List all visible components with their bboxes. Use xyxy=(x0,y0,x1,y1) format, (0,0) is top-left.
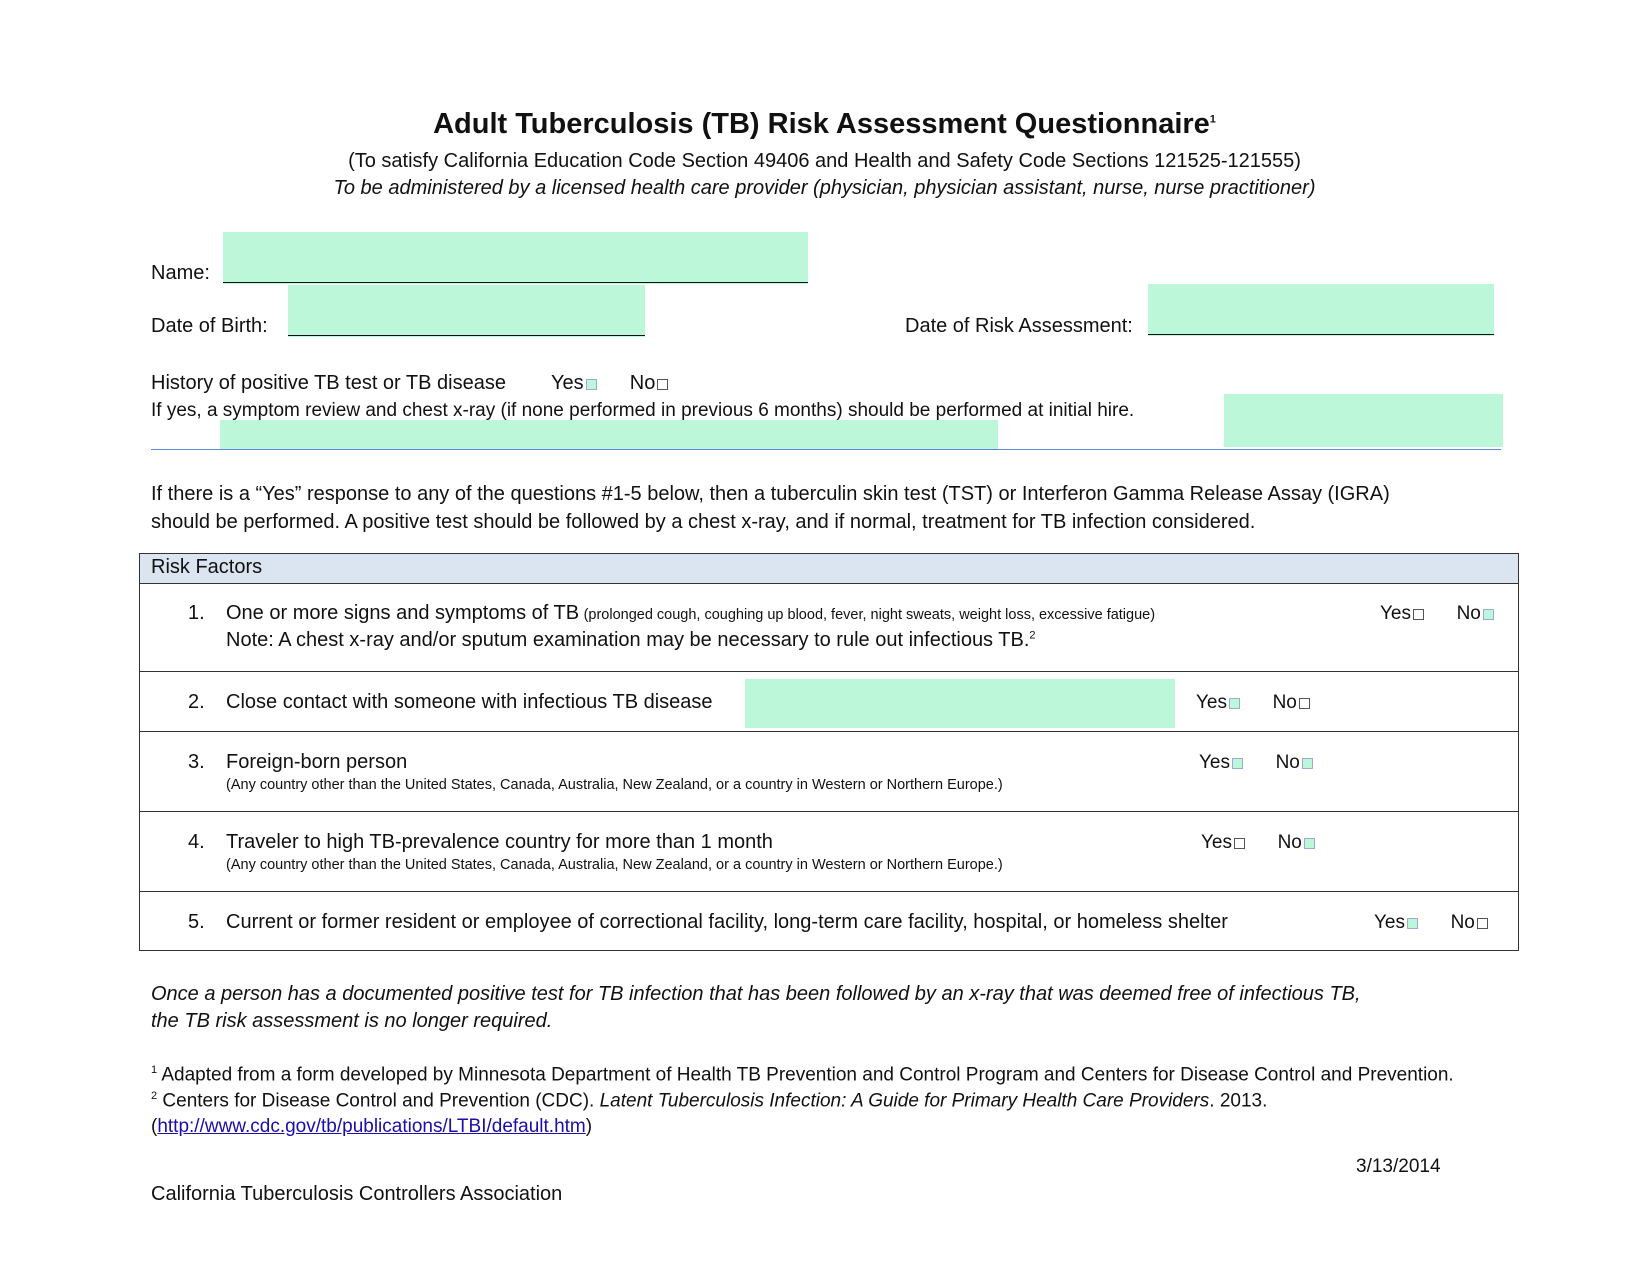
organization-name: California Tuberculosis Controllers Association xyxy=(151,1183,563,1205)
history-no-label: No xyxy=(629,372,656,394)
risk-item-3-number: 3. xyxy=(188,751,205,773)
risk-item-3-detail: (Any country other than the United States, Canada, Australia, New Zealand, or a country in Western or Northern Europe.) xyxy=(226,777,1003,793)
risk-item-3-yes-no xyxy=(1199,752,1313,774)
dob-label: Date of Birth: xyxy=(151,315,268,337)
risk-item-5-yes-checkbox[interactable] xyxy=(1407,918,1418,929)
footnote-2-text-a: Centers for Disease Control and Prevention (CDC). xyxy=(162,1090,595,1112)
risk-item-5-no-checkbox[interactable] xyxy=(1477,918,1488,929)
risk-item-5-text: Current or former resident or employee of correctional facility, long-term care facility, hospital, or homeless shelter xyxy=(226,911,1228,933)
risk-item-3-no-checkbox[interactable] xyxy=(1302,758,1313,769)
risk-item-3-text: Foreign-born person xyxy=(226,751,408,773)
assessment-date-label: Date of Risk Assessment: xyxy=(905,315,1133,337)
footnote-2-link-line xyxy=(151,1116,592,1138)
name-underline xyxy=(223,282,808,283)
risk-item-3-yes-checkbox[interactable] xyxy=(1232,758,1243,769)
history-divider xyxy=(151,449,1501,450)
page-subtitle: (To satisfy California Education Code Section 49406 and Health and Safety Code Sections 121525-121555) xyxy=(348,150,1301,172)
risk-item-1-text: One or more signs and symptoms of TB xyxy=(226,602,580,624)
risk-item-2-yes-no xyxy=(1196,692,1310,714)
risk-item-1-detail: (prolonged cough, coughing up blood, fever, night sweats, weight loss, excessive fatigue) xyxy=(583,607,1156,623)
risk-item-2-text: Close contact with someone with infectious TB disease xyxy=(226,691,713,713)
page-title xyxy=(0,108,1649,141)
risk-item-1-yes-checkbox[interactable] xyxy=(1413,609,1424,620)
risk-item-5-yes-label: Yes xyxy=(1374,912,1405,933)
risk-item-1-no-label: No xyxy=(1456,603,1481,624)
footnote-2 xyxy=(151,1090,1267,1112)
risk-item-4-number: 4. xyxy=(188,831,205,853)
history-detail-input[interactable] xyxy=(220,420,998,449)
risk-item-5-yes-no xyxy=(1374,912,1488,934)
risk-item-1-yes-no xyxy=(1380,603,1494,625)
risk-item-1-number: 1. xyxy=(188,602,205,624)
dob-input[interactable] xyxy=(288,285,645,337)
risk-item-1-yes-label: Yes xyxy=(1380,603,1411,624)
risk-item-2-no-checkbox[interactable] xyxy=(1299,698,1310,709)
guidance-line-1: If there is a “Yes” response to any of the questions #1-5 below, then a tuberculin skin test (TST) or Interferon Gamma Release Assay (IGRA) xyxy=(151,483,1390,505)
history-no-checkbox[interactable] xyxy=(657,379,668,390)
risk-table-header xyxy=(140,554,1518,584)
closing-note-line-2: the TB risk assessment is no longer required. xyxy=(151,1010,553,1032)
link-close-paren: ) xyxy=(585,1116,593,1137)
risk-item-4-yes-label: Yes xyxy=(1201,832,1232,853)
footnote-2-mark: 2 xyxy=(151,1090,158,1102)
risk-item-2-no-label: No xyxy=(1272,692,1297,713)
risk-item-4-text: Traveler to high TB-prevalence country for more than 1 month xyxy=(226,831,773,853)
footnote-1 xyxy=(151,1064,1454,1086)
footnote-2-text-b: . 2013. xyxy=(1209,1090,1268,1112)
risk-item-2-number: 2. xyxy=(188,691,205,713)
risk-item-3-yes-label: Yes xyxy=(1199,752,1230,773)
risk-item-4-yes-no xyxy=(1201,832,1315,854)
title-text: Adult Tuberculosis (TB) Risk Assessment Questionnaire xyxy=(433,108,1210,140)
history-yes-checkbox[interactable] xyxy=(586,379,597,390)
risk-item-1-note xyxy=(226,629,1036,652)
history-question: History of positive TB test or TB disease xyxy=(151,372,506,394)
administration-note: To be administered by a licensed health care provider (physician, physician assistant, nurse, nurse practitioner) xyxy=(333,177,1316,199)
closing-note-line-1: Once a person has a documented positive test for TB infection that has been followed by an x-ray that was deemed free of infectious TB, xyxy=(151,983,1361,1005)
risk-item-3-no-label: No xyxy=(1275,752,1300,773)
history-yes-label: Yes xyxy=(551,372,584,394)
footnote-1-mark: 1 xyxy=(151,1064,158,1076)
risk-item-5-no-label: No xyxy=(1450,912,1475,933)
risk-item-4-no-label: No xyxy=(1277,832,1302,853)
risk-table-header-label: Risk Factors xyxy=(151,556,263,578)
risk-item-4-detail: (Any country other than the United States, Canada, Australia, New Zealand, or a country in Western or Northern Europe.) xyxy=(226,857,1003,873)
risk-item-1-footnote-mark: 2 xyxy=(1029,629,1036,642)
footnote-2-title: Latent Tuberculosis Infection: A Guide for Primary Health Care Providers xyxy=(599,1090,1210,1112)
cdc-guide-link[interactable]: http://www.cdc.gov/tb/publications/LTBI/default.htm xyxy=(157,1116,586,1137)
guidance-line-2: should be performed. A positive test should be followed by a chest x-ray, and if normal, treatment for TB infection considered. xyxy=(151,511,1256,533)
footnote-1-text: Adapted from a form developed by Minnesota Department of Health TB Prevention and Control Program and Centers for Disease Control and Prevention. xyxy=(161,1064,1454,1086)
title-footnote-mark: 1 xyxy=(1209,113,1216,126)
risk-item-1-question xyxy=(226,602,1155,625)
assessment-date-input[interactable] xyxy=(1148,284,1494,336)
risk-item-5-number: 5. xyxy=(188,911,205,933)
assessment-date-underline xyxy=(1148,334,1494,335)
dob-underline xyxy=(288,335,645,336)
link-open-paren: ( xyxy=(151,1116,158,1137)
name-label: Name: xyxy=(151,262,210,284)
history-instruction: If yes, a symptom review and chest x-ray (if none performed in previous 6 months) should be performed at initial hire. xyxy=(151,400,1135,421)
history-date-input[interactable] xyxy=(1224,394,1503,447)
risk-item-4-yes-checkbox[interactable] xyxy=(1234,838,1245,849)
revision-date: 3/13/2014 xyxy=(1356,1156,1441,1177)
risk-item-2-input[interactable] xyxy=(745,679,1175,728)
risk-item-2-yes-label: Yes xyxy=(1196,692,1227,713)
risk-item-1-note-text: Note: A chest x-ray and/or sputum examination may be necessary to rule out infectious TB. xyxy=(226,629,1030,651)
history-yes-no xyxy=(551,372,668,395)
risk-item-1-no-checkbox[interactable] xyxy=(1483,609,1494,620)
name-input[interactable] xyxy=(223,232,808,284)
risk-item-2-yes-checkbox[interactable] xyxy=(1229,698,1240,709)
risk-item-4-no-checkbox[interactable] xyxy=(1304,838,1315,849)
